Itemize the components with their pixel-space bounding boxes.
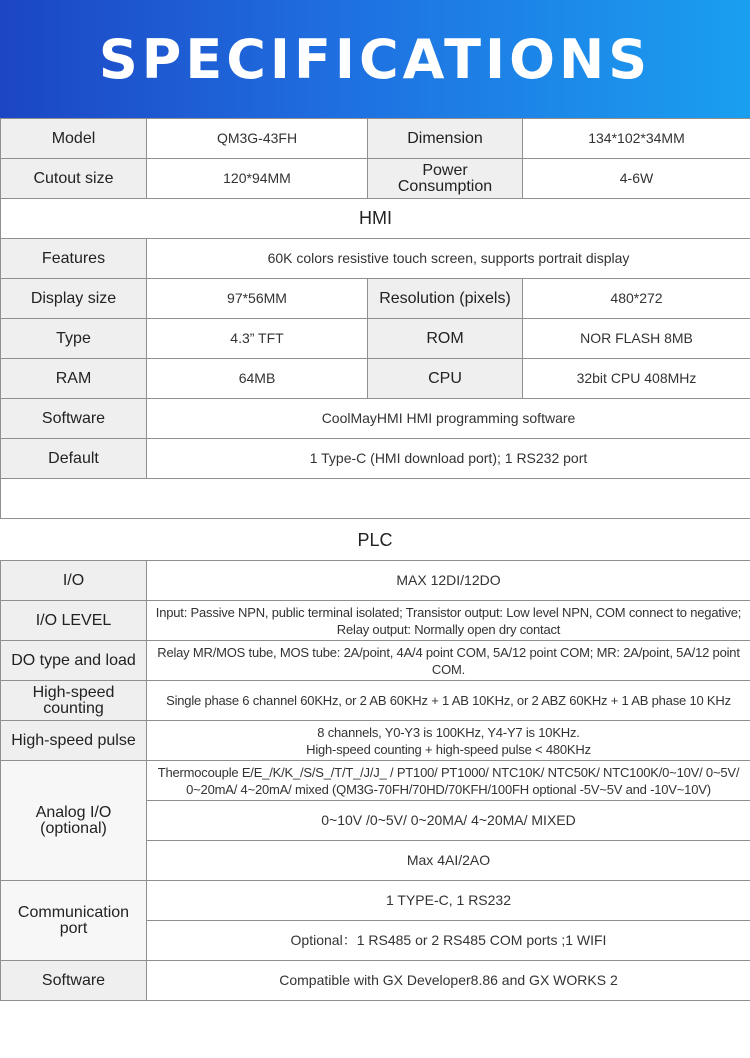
display-size-value: 97*56MM [147,279,368,319]
cpu-value: 32bit CPU 408MHz [523,359,750,399]
plc-spec-table [0,560,750,1001]
resolution-value: 480*272 [523,279,750,319]
rom-label: ROM [368,319,523,359]
do-type-label: DO type and load [1,641,147,681]
power-label: Power Consumption [368,159,523,199]
hs-counting-value: Single phase 6 channel 60KHz, or 2 AB 60KHz + 1 AB 10KHz, or 2 ABZ 60KHz + 1 AB phase 10 KHz [147,681,750,721]
comm-port-label: Communication port [1,881,147,961]
table-row [1,399,750,439]
table-row [1,359,750,399]
table-row [1,681,750,721]
table-row [1,279,750,319]
comm-port-value-1: 1 TYPE-C, 1 RS232 [147,881,750,921]
table-row [1,239,750,279]
dimension-value: 134*102*34MM [523,119,750,159]
hs-pulse-line-1: 8 channels, Y0-Y3 is 100KHz, Y4-Y7 is 10KHz. [317,724,580,740]
analog-io-value-3: Max 4AI/2AO [147,841,750,881]
comm-port-value-2: Optional：1 RS485 or 2 RS485 COM ports ;1 WIFI [147,921,750,961]
blank-row [1,479,750,519]
table-row [1,641,750,681]
table-row [1,601,750,641]
analog-io-value-1: Thermocouple E/E_/K/K_/S/S_/T/T_/J/J_ / PT100/ PT1000/ NTC10K/ NTC50K/ NTC100K/0~10V/ 0~5V/ 0~20mA/ 4~20mA/ mixed (QM3G-70FH/70HD/70KFH/100FH optional -5V~5V and -10V~10V) [147,761,750,801]
features-value: 60K colors resistive touch screen, supports portrait display [147,239,750,279]
plc-heading: PLC [357,529,393,550]
hs-pulse-line-2: High-speed counting + high-speed pulse < 480KHz [306,741,591,757]
table-row [1,721,750,761]
type-label: Type [1,319,147,359]
hs-pulse-value [147,721,750,761]
analog-io-label: Analog I/O (optional) [1,761,147,881]
table-row [1,439,750,479]
table-row [1,159,750,199]
resolution-label: Resolution (pixels) [368,279,523,319]
table-row [1,199,750,239]
io-level-value: Input: Passive NPN, public terminal isolated; Transistor output: Low level NPN, COM connect to negative; Relay output: Normally open dry contact [147,601,750,641]
type-value: 4.3” TFT [147,319,368,359]
hmi-spec-table [0,118,750,519]
default-label: Default [1,439,147,479]
hs-counting-label: High-speed counting [1,681,147,721]
io-label: I/O [1,561,147,601]
specifications-banner [0,0,750,118]
table-row [1,119,750,159]
plc-software-label: Software [1,961,147,1001]
table-row [1,881,750,921]
hs-pulse-label: High-speed pulse [1,721,147,761]
table-row [1,761,750,801]
power-value: 4-6W [523,159,750,199]
table-row [1,319,750,359]
table-row [1,961,750,1001]
cutout-value: 120*94MM [147,159,368,199]
cpu-label: CPU [368,359,523,399]
io-level-label: I/O LEVEL [1,601,147,641]
ram-label: RAM [1,359,147,399]
hmi-software-value: CoolMayHMI HMI programming software [147,399,750,439]
plc-software-value: Compatible with GX Developer8.86 and GX WORKS 2 [147,961,750,1001]
io-value: MAX 12DI/12DO [147,561,750,601]
analog-io-value-2: 0~10V /0~5V/ 0~20MA/ 4~20MA/ MIXED [147,801,750,841]
display-size-label: Display size [1,279,147,319]
dimension-label: Dimension [368,119,523,159]
table-row [1,479,750,519]
rom-value: NOR FLASH 8MB [523,319,750,359]
model-value: QM3G-43FH [147,119,368,159]
default-value: 1 Type-C (HMI download port); 1 RS232 port [147,439,750,479]
do-type-value: Relay MR/MOS tube, MOS tube: 2A/point, 4A/4 point COM, 5A/12 point COM; MR: 2A/point, 5A/12 point COM. [147,641,750,681]
features-label: Features [1,239,147,279]
page-title: SPECIFICATIONS [98,27,652,91]
table-row [1,561,750,601]
cutout-label: Cutout size [1,159,147,199]
hmi-heading: HMI [1,199,750,239]
hmi-software-label: Software [1,399,147,439]
model-label: Model [1,119,147,159]
ram-value: 64MB [147,359,368,399]
